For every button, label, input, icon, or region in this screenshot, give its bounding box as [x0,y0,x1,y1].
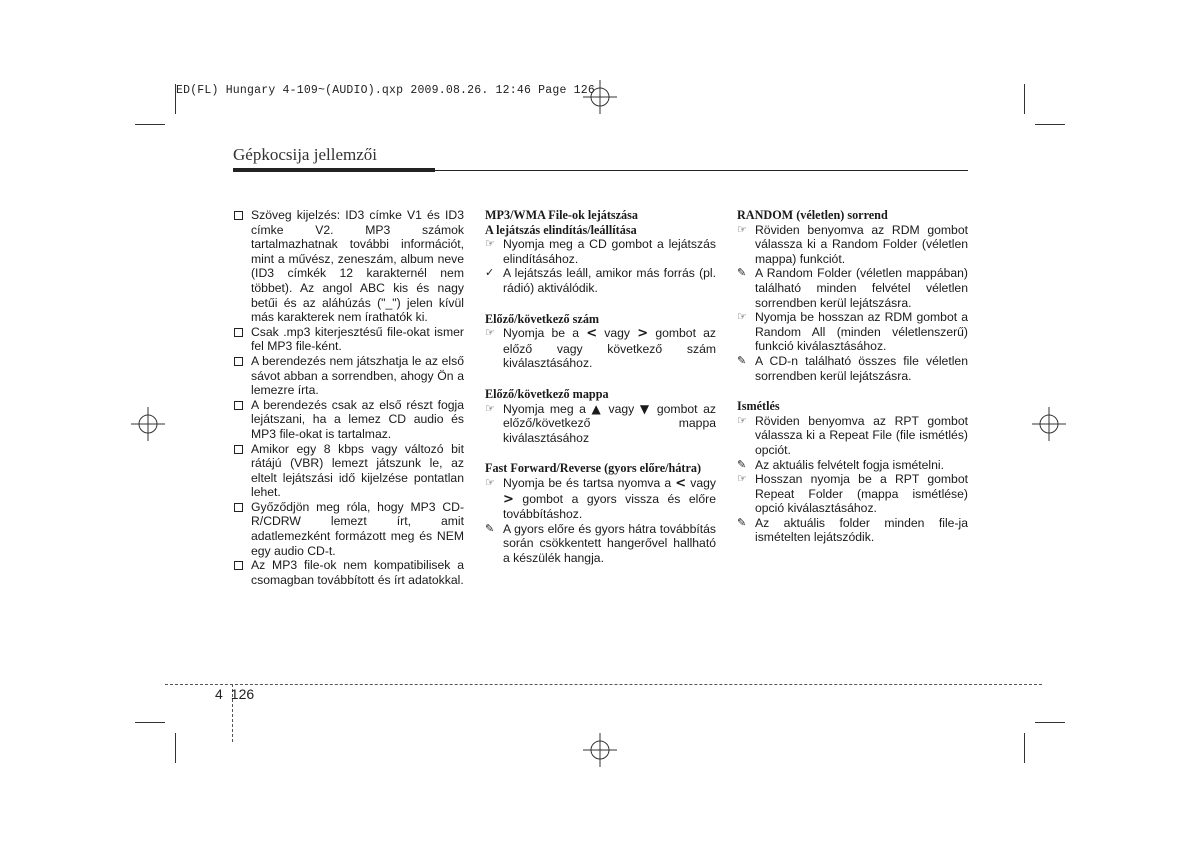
page-number [215,686,254,702]
print-header: ED(FL) Hungary 4-109~(AUDIO).qxp 2009.08.26. 12:46 Page 126 [176,84,595,97]
checkbox-bullet-icon [233,558,249,575]
checkbox-bullet-icon [233,354,249,371]
list-item: ✎ A CD-n található összes file véletlen sorrendben kerül lejátszásra. [737,353,968,383]
column-2 [485,208,716,565]
section-heading: Ismétlés [737,399,780,414]
pencil-note-icon: ✎ [485,521,495,535]
triangle-up-icon: ▲ [591,401,603,416]
checkbox-bullet-icon [233,442,249,459]
list-item: ☞ Röviden benyomva az RDM gombot válassza ki a Random Folder (véletlen mappa) funkciót. [737,222,968,266]
section-heading: RANDOM (véletlen) sorrend [737,208,888,222]
pencil-note-icon: ✎ [737,353,747,367]
crop-mark [1035,124,1065,125]
list-item: ✓ A lejátszás leáll, amikor más forrás (pl. rádió) aktiválódik. [485,266,716,295]
page-number-value: 126 [230,686,255,702]
list-item: A berendezés csak az első részt fogja lejátszani, ha a lemez CD audio és MP3 file-okat is tartalmaz. [233,398,464,442]
chevron-left-icon: < [675,475,687,491]
crop-mark [1024,733,1025,763]
pointing-hand-icon: ☞ [485,475,495,489]
list-item: Győződjön meg róla, hogy MP3 CD-R/CDRW lemezt írt, amit adatlemezként formázott meg és NEM egy audio CD-t. [233,500,464,558]
section-heading: Fast Forward/Reverse (gyors előre/hátra) [485,461,702,476]
chevron-right-icon: > [637,326,649,342]
registration-mark-icon [583,733,617,767]
list-item: ☞ Nyomja meg a CD gombot a lejátszás elindításához. [485,237,716,266]
title-rule [233,168,435,172]
pointing-hand-icon: ☞ [737,472,747,486]
checkmark-icon: ✓ [485,266,495,280]
list-item: ☞ Nyomja meg a ▲ vagy ▼ gombot az előző/következő mappa kiválasztásához [485,401,716,445]
crop-mark [175,733,176,763]
list-item: Amikor egy 8 kbps vagy változó bit rátájú (VBR) lemezt játszunk le, az eltelt lejátszási idő kijelzése pontatlan lehet. [233,442,464,500]
pointing-hand-icon: ☞ [737,413,747,427]
pointing-hand-icon: ☞ [485,401,495,415]
checkbox-bullet-icon [233,208,249,225]
section-title: Gépkocsija jellemzői [233,145,377,164]
list-item: ☞ Hosszan nyomja be a RPT gombot Repeat Folder (mappa ismétlése) opció kiválasztásához. [737,472,968,516]
section-heading: MP3/WMA File-ok lejátszása [485,208,638,222]
list-item: ☞ Röviden benyomva az RPT gombot válassza ki a Repeat File (file ismétlés) opciót. [737,413,968,457]
list-item: Az MP3 file-ok nem kompatibilisek a csomagban továbbított és írt adatokkal. [233,558,464,587]
checkbox-bullet-icon [233,325,249,342]
section-heading: Előző/következő mappa [485,386,609,401]
chevron-right-icon: > [503,491,514,507]
list-item: Szöveg kijelzés: ID3 címke V1 és ID3 címke V2. MP3 számok tartalmazhatnak további információt, mint a művész, zeneszám, album neve (ID3 címkék 12 karakternél nem többet). Az angol ABC kis és nagy betűi és az aláhúzás ("_") jelen kívül más karakterek nem írathatók ki. [233,208,464,325]
title-rule [435,170,968,171]
pointing-hand-icon: ☞ [485,326,495,340]
column-3 [737,208,968,545]
crop-mark [135,722,165,723]
list-item: Csak .mp3 kiterjesztésű file-okat ismer fel MP3 file-ként. [233,325,464,354]
pencil-note-icon: ✎ [737,515,747,529]
registration-mark-icon [583,80,617,114]
pointing-hand-icon: ☞ [737,222,747,236]
list-item: ☞ Nyomja be hosszan az RDM gombot a Random All (minden véletlenszerű) funkció kiválasztásához. [737,310,968,354]
chevron-left-icon: < [586,326,598,342]
list-item: ✎ Az aktuális folder minden file-ja ismételten lejátszódik. [737,515,968,545]
crop-mark [135,124,165,125]
registration-mark-icon [1032,407,1066,441]
pencil-note-icon: ✎ [737,266,747,280]
list-item: A berendezés nem játszhatja le az első sávot abban a sorrendben, ahogy Ön a lemezre írta. [233,354,464,398]
chapter-number: 4 [215,686,223,702]
list-item: ✎ A Random Folder (véletlen mappában) található minden felvétel véletlen sorrendben kerül lejátszásra. [737,266,968,310]
list-item: ☞ Nyomja be és tartsa nyomva a < vagy > gombot a gyors vissza és előre továbbításhoz. [485,475,717,522]
pointing-hand-icon: ☞ [737,310,747,324]
list-item: ✎ A gyors előre és gyors hátra továbbítás során csökkentett hangerővel hallható a készülék hangja. [485,521,716,565]
checkbox-bullet-icon [233,500,249,517]
list-item: ✎ Az aktuális felvételt fogja ismételni. [737,457,944,472]
column-1 [233,208,464,587]
section-subheading: A lejátszás elindítás/leállítása [485,222,637,237]
checkbox-bullet-icon [233,398,249,415]
section-heading: Előző/következő szám [485,311,600,326]
list-item: ☞ Nyomja be a < vagy > gombot az előző vagy következő szám kiválasztásához. [485,326,717,371]
triangle-down-icon: ▼ [639,401,652,416]
footer-rule [165,684,1042,685]
pencil-note-icon: ✎ [737,457,747,471]
pointing-hand-icon: ☞ [485,237,495,251]
crop-mark [1024,84,1025,114]
crop-mark [1035,722,1065,723]
crop-mark [175,84,176,114]
registration-mark-icon [131,407,165,441]
